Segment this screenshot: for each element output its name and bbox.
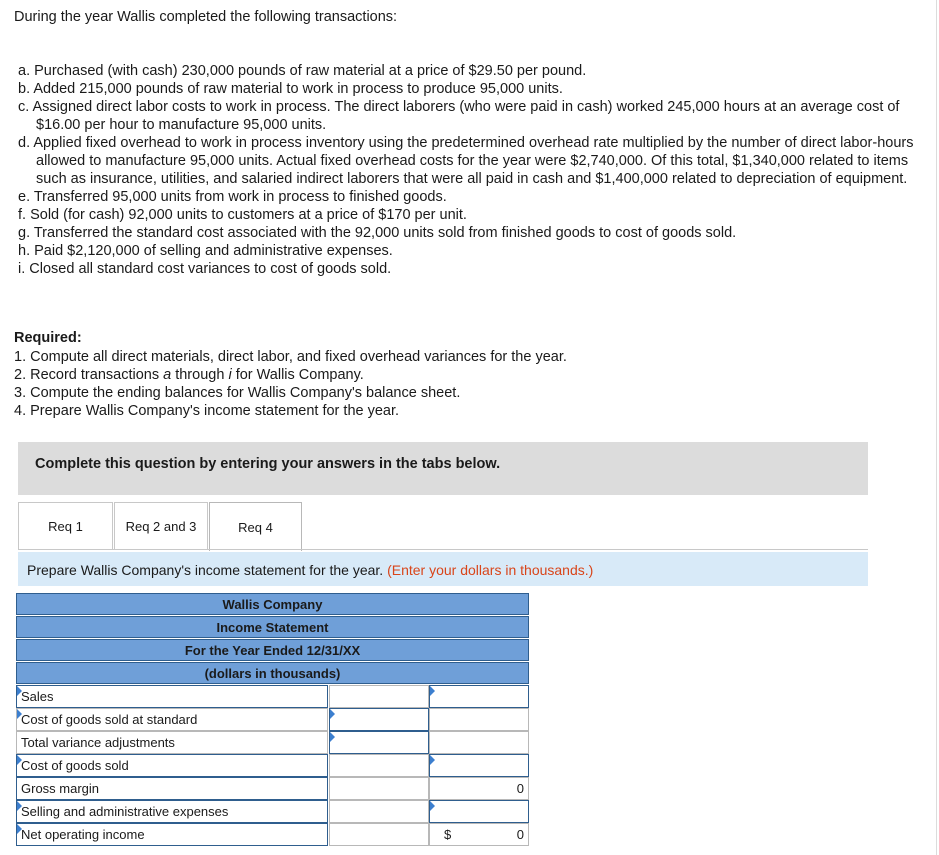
dropdown-flag-icon: [17, 801, 22, 811]
required-item-1: 1. Compute all direct materials, direct labor, and fixed overhead variances for the year.: [14, 349, 567, 365]
tab-req-4[interactable]: Req 4: [209, 502, 302, 551]
transaction-b: b. Added 215,000 pounds of raw material to work in process to produce 95,000 units.: [18, 81, 563, 97]
label-net-operating-income-text: Net operating income: [21, 827, 145, 842]
net-operating-income-total: [429, 823, 529, 846]
label-cogs-text: Cost of goods sold: [21, 758, 129, 773]
instruction-text: Prepare Wallis Company's income statement for the year.: [27, 562, 384, 578]
statement-title: Income Statement: [16, 616, 529, 638]
transaction-e: e. Transferred 95,000 units from work in process to finished goods.: [18, 189, 447, 205]
row-gross-margin: [16, 777, 529, 800]
cogs-input[interactable]: [429, 754, 529, 777]
dropdown-flag-icon: [17, 709, 22, 719]
input-flag-icon: [330, 709, 335, 719]
sales-input[interactable]: [429, 685, 529, 708]
cogs-standard-right-cell: [429, 708, 529, 731]
required-list: [14, 348, 567, 420]
required-item-2-text: 2. Record transactions: [14, 367, 164, 383]
transaction-c: c. Assigned direct labor costs to work in process. The direct laborers (who were paid in cash) worked 245,000 hours at an average cost of $16.00 per hour to manufacture 95,000 units.: [18, 99, 900, 133]
transaction-i: i. Closed all standard cost variances to cost of goods sold.: [18, 261, 392, 277]
instruction-bar: [18, 552, 868, 586]
label-cogs-standard-text: Cost of goods sold at standard: [21, 712, 198, 727]
row-sales: [16, 685, 529, 708]
variance-adjustments-right-cell: [429, 731, 529, 754]
page-right-border: [936, 0, 937, 855]
transaction-f: f. Sold (for cash) 92,000 units to customers at a price of $170 per unit.: [18, 207, 467, 223]
label-sales-text: Sales: [21, 689, 54, 704]
required-heading: Required:: [14, 330, 82, 346]
selling-admin-mid-cell: [329, 800, 429, 823]
transaction-list: [18, 62, 933, 278]
cogs-standard-input[interactable]: [329, 708, 429, 731]
transaction-d: d. Applied fixed overhead to work in process inventory using the predetermined overhead rate multiplied by the number of direct labor-hours allowed to manufacture 95,000 units. Actual fixed overhead costs for the year were $2,740,000. Of this total, $1,340,000 related to items such as insurance, utilities, and salaried indirect laborers that were all paid in cash and $1,400,000 related to depreciation of equipment.: [18, 135, 914, 187]
label-variance-adjustments-text: Total variance adjustments: [21, 735, 175, 750]
dropdown-flag-icon: [17, 824, 22, 834]
label-selling-admin-text: Selling and administrative expenses: [21, 804, 229, 819]
label-sales[interactable]: [16, 685, 328, 708]
row-selling-admin: [16, 800, 529, 823]
input-flag-icon: [430, 801, 435, 811]
statement-company: Wallis Company: [16, 593, 529, 615]
row-cogs-standard: [16, 708, 529, 731]
label-gross-margin-text: Gross margin: [21, 781, 100, 796]
input-flag-icon: [330, 732, 335, 742]
required-item-2-end: for Wallis Company.: [231, 367, 364, 383]
input-flag-icon: [430, 755, 435, 765]
dropdown-flag-icon: [17, 686, 22, 696]
currency-symbol: $: [444, 827, 452, 842]
instruction-hint: (Enter your dollars in thousands.): [387, 562, 594, 578]
label-gross-margin: [16, 777, 328, 800]
transaction-h: h. Paid $2,120,000 of selling and administrative expenses.: [18, 243, 393, 259]
cogs-mid-cell: [329, 754, 429, 777]
row-cogs: [16, 754, 529, 777]
tab-req-1[interactable]: Req 1: [18, 502, 113, 549]
row-net-operating-income: [16, 823, 529, 846]
input-flag-icon: [430, 686, 435, 696]
gross-margin-total: [429, 777, 529, 800]
required-item-2-through: through: [171, 367, 229, 383]
transaction-g: g. Transferred the standard cost associated with the 92,000 units sold from finished goods to cost of goods sold.: [18, 225, 737, 241]
instructions-banner: [18, 442, 868, 495]
statement-units: (dollars in thousands): [16, 662, 529, 684]
banner-text: Complete this question by entering your answers in the tabs below.: [35, 456, 501, 472]
gross-margin-mid-cell: [329, 777, 429, 800]
tab-req-2-and-3[interactable]: Req 2 and 3: [114, 502, 208, 549]
label-net-operating-income[interactable]: [16, 823, 328, 846]
variance-adjustments-input[interactable]: [329, 731, 429, 754]
label-cogs-standard[interactable]: [16, 708, 328, 731]
gross-margin-value: 0: [516, 781, 524, 796]
sales-mid-cell: [329, 685, 429, 708]
required-item-2-a: a: [163, 367, 172, 383]
dropdown-flag-icon: [17, 755, 22, 765]
required-item-4: 4. Prepare Wallis Company's income statement for the year.: [14, 403, 400, 419]
intro-text: During the year Wallis completed the following transactions:: [14, 9, 398, 25]
required-item-2-i: i: [228, 367, 232, 383]
label-cogs[interactable]: [16, 754, 328, 777]
label-selling-admin[interactable]: [16, 800, 328, 823]
instruction-line: [27, 562, 593, 578]
tab-underline: [18, 549, 868, 550]
required-item-2: [14, 366, 567, 384]
statement-period: For the Year Ended 12/31/XX: [16, 639, 529, 661]
required-item-3: 3. Compute the ending balances for Wallis Company's balance sheet.: [14, 385, 461, 401]
net-operating-income-value: 0: [516, 827, 524, 842]
transaction-a: a. Purchased (with cash) 230,000 pounds of raw material at a price of $29.50 per pound.: [18, 63, 587, 79]
selling-admin-input[interactable]: [429, 800, 529, 823]
label-variance-adjustments: [16, 731, 328, 754]
row-variance-adjustments: [16, 731, 529, 754]
net-operating-income-mid-cell: [329, 823, 429, 846]
